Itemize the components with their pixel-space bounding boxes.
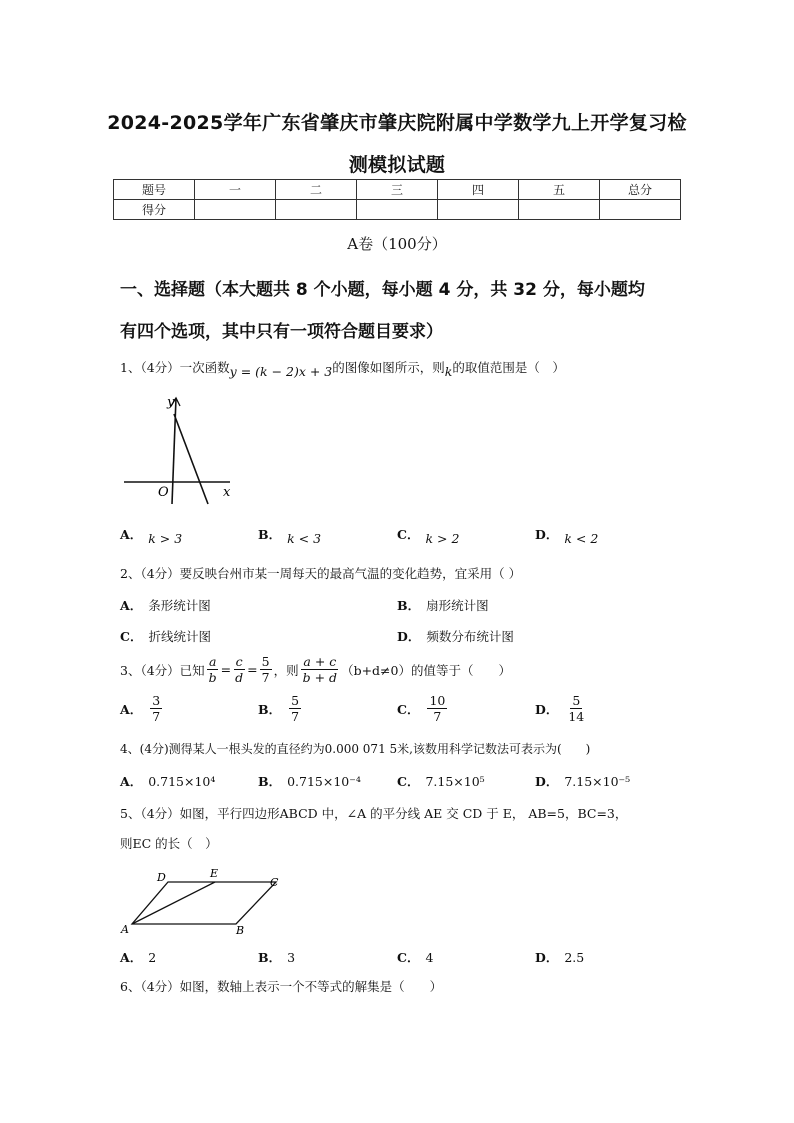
q5-option-a[interactable] — [120, 948, 156, 966]
q5-label-c: C — [270, 876, 279, 889]
q3-option-c[interactable] — [397, 693, 449, 724]
q1-var: k — [444, 364, 453, 379]
option-letter: A． — [120, 950, 143, 965]
fraction-numerator: 10 — [429, 693, 446, 708]
question-1 — [120, 358, 565, 379]
option-text: k > 3 — [148, 531, 183, 546]
option-text: 2 — [148, 950, 157, 965]
score-row-label: 得分 — [114, 200, 195, 220]
fraction-numerator: 5 — [572, 693, 581, 708]
q3-equals: = — [247, 662, 258, 677]
option-text: k < 3 — [287, 531, 322, 546]
q2-option-b[interactable] — [397, 596, 489, 614]
option-letter: D． — [535, 950, 559, 965]
q3-condition: （b+d≠0）的值等于（ ） — [341, 662, 511, 678]
page-title-line2: 测模拟试题 — [348, 154, 446, 176]
option-text: 2.5 — [564, 950, 585, 965]
fraction-denominator: b — [208, 670, 217, 685]
fraction-numerator: 5 — [291, 693, 300, 708]
option-letter: A． — [120, 527, 143, 542]
fraction-denominator: 7 — [291, 709, 300, 724]
question-4: 4、(4分)测得某人一根头发的直径约为0.000 071 5米,该数用科学记数法可表示为( ) — [120, 742, 591, 756]
score-cell — [276, 200, 357, 220]
fraction-numerator: a + c — [303, 654, 337, 669]
score-header-cell: 五 — [519, 180, 600, 200]
option-text: 0.715×10⁴ — [148, 774, 216, 789]
part1-heading-line2: 有四个选项，其中只有一项符合题目要求） — [120, 322, 443, 342]
q1-function-line — [174, 414, 208, 504]
q1-graph — [120, 392, 240, 510]
fraction-denominator: 7 — [433, 709, 442, 724]
q1-y-axis — [172, 398, 176, 504]
q5-bisector-ae — [132, 882, 215, 924]
part1-heading-line1: 一、选择题（本大题共 8 个小题，每小题 4 分，共 32 分，每小题均 — [120, 280, 645, 300]
fraction-denominator: 7 — [261, 670, 270, 685]
option-fraction — [289, 693, 301, 724]
fraction-numerator: 3 — [152, 693, 161, 708]
option-text: 7.15×10⁵ — [425, 774, 485, 789]
q3-fraction-a-b — [207, 654, 219, 685]
q1-option-b[interactable] — [258, 525, 322, 546]
q3-option-d[interactable] — [535, 693, 588, 724]
q3-prefix: 3、（4分）已知 — [120, 662, 205, 678]
q3-equals: = — [220, 662, 232, 677]
score-header-cell: 四 — [438, 180, 519, 200]
score-cell — [195, 200, 276, 220]
score-cell — [357, 200, 438, 220]
q1-option-c[interactable] — [397, 525, 460, 546]
option-letter: D． — [535, 701, 559, 717]
option-text: 条形统计图 — [148, 598, 211, 613]
fraction-numerator: c — [235, 654, 243, 669]
q1-suffix: 的取值范围是（ ） — [452, 360, 565, 375]
q3-then: ，则 — [273, 662, 299, 678]
q3-option-b[interactable] — [258, 693, 303, 724]
option-letter: A． — [120, 774, 143, 789]
q5-label-b: B — [236, 924, 245, 937]
score-header-cell: 总分 — [600, 180, 681, 200]
q4-option-c[interactable] — [397, 772, 485, 790]
score-table-score-row — [114, 200, 681, 220]
q3-fraction-5-7 — [260, 654, 272, 685]
question-6: 6、（4分）如图，数轴上表示一个不等式的解集是（ ） — [120, 979, 443, 994]
option-text: 4 — [425, 950, 434, 965]
q2-option-c[interactable] — [120, 627, 211, 645]
option-text: 3 — [287, 950, 296, 965]
option-text: 扇形统计图 — [426, 598, 489, 613]
score-cell — [600, 200, 681, 220]
fraction-denominator: b + d — [302, 670, 338, 685]
option-fraction — [150, 693, 162, 724]
q5-label-e: E — [210, 867, 219, 880]
q4-option-b[interactable] — [258, 772, 361, 790]
q3-option-a[interactable] — [120, 693, 164, 724]
q1-option-a[interactable] — [120, 525, 183, 546]
q5-option-d[interactable] — [535, 948, 584, 966]
q5-parallelogram — [132, 882, 276, 924]
option-letter: B． — [258, 950, 282, 965]
q1-origin-label: O — [158, 485, 169, 500]
q5-option-b[interactable] — [258, 948, 295, 966]
option-text: 7.15×10⁻⁵ — [564, 774, 631, 789]
option-letter: C． — [397, 527, 420, 542]
q2-option-d[interactable] — [397, 627, 514, 645]
option-text: k > 2 — [425, 531, 460, 546]
section-a-heading: A卷（100分） — [347, 235, 447, 253]
option-letter: C． — [120, 629, 143, 644]
q4-option-a[interactable] — [120, 772, 215, 790]
q1-y-label: y — [167, 395, 175, 410]
q1-x-label: x — [223, 485, 231, 500]
option-letter: B． — [258, 527, 282, 542]
option-letter: C． — [397, 774, 420, 789]
option-text: 频数分布统计图 — [426, 629, 514, 644]
q4-option-d[interactable] — [535, 772, 630, 790]
fraction-denominator: 7 — [152, 709, 161, 724]
option-text: 折线统计图 — [148, 629, 211, 644]
question-5-line2: 则EC 的长（ ） — [120, 836, 218, 851]
q1-option-d[interactable] — [535, 525, 599, 546]
q5-label-d: D — [157, 871, 166, 884]
fraction-denominator: 14 — [568, 709, 585, 724]
score-header-cell: 题号 — [114, 180, 195, 200]
option-letter: C． — [397, 950, 420, 965]
question-2: 2、（4分）要反映台州市某一周每天的最高气温的变化趋势，宜采用（ ） — [120, 566, 522, 581]
score-cell — [438, 200, 519, 220]
option-fraction — [566, 693, 586, 724]
score-cell — [519, 200, 600, 220]
score-table — [113, 179, 681, 220]
q1-prefix: 1、（4分）一次函数 — [120, 360, 230, 375]
score-table-header-row — [114, 180, 681, 200]
score-header-cell: 二 — [276, 180, 357, 200]
option-letter: C． — [397, 701, 420, 717]
q1-middle: 的图像如图所示，则 — [332, 360, 445, 375]
q2-option-a[interactable] — [120, 596, 211, 614]
page-title-line1: 2024-2025学年广东省肇庆市肇庆院附属中学数学九上开学复习检 — [107, 112, 687, 134]
fraction-denominator: d — [235, 670, 244, 685]
q5-label-a: A — [121, 923, 129, 936]
q3-fraction-c-d — [233, 654, 245, 685]
option-fraction — [427, 693, 447, 724]
option-letter: D． — [535, 527, 559, 542]
option-text: 0.715×10⁻⁴ — [287, 774, 361, 789]
option-letter: B． — [258, 774, 282, 789]
question-3 — [120, 654, 511, 685]
score-header-cell: 三 — [357, 180, 438, 200]
option-letter: D． — [397, 629, 421, 644]
option-letter: B． — [397, 598, 421, 613]
q1-formula: y = (k − 2)x + 3 — [229, 364, 333, 379]
option-text: k < 2 — [564, 531, 599, 546]
question-5-line1: 5、（4分）如图，平行四边形ABCD 中，∠A 的平分线 AE 交 CD 于 E， AB=5，BC=3， — [120, 806, 628, 821]
score-header-cell: 一 — [195, 180, 276, 200]
fraction-numerator: a — [208, 654, 217, 669]
q3-fraction-sum — [301, 654, 339, 685]
fraction-numerator: 5 — [261, 654, 270, 669]
option-letter: D． — [535, 774, 559, 789]
option-letter: A． — [120, 598, 143, 613]
q5-option-c[interactable] — [397, 948, 433, 966]
q5-parallelogram-figure — [118, 862, 293, 938]
option-letter: A． — [120, 701, 143, 717]
option-letter: B． — [258, 701, 282, 717]
